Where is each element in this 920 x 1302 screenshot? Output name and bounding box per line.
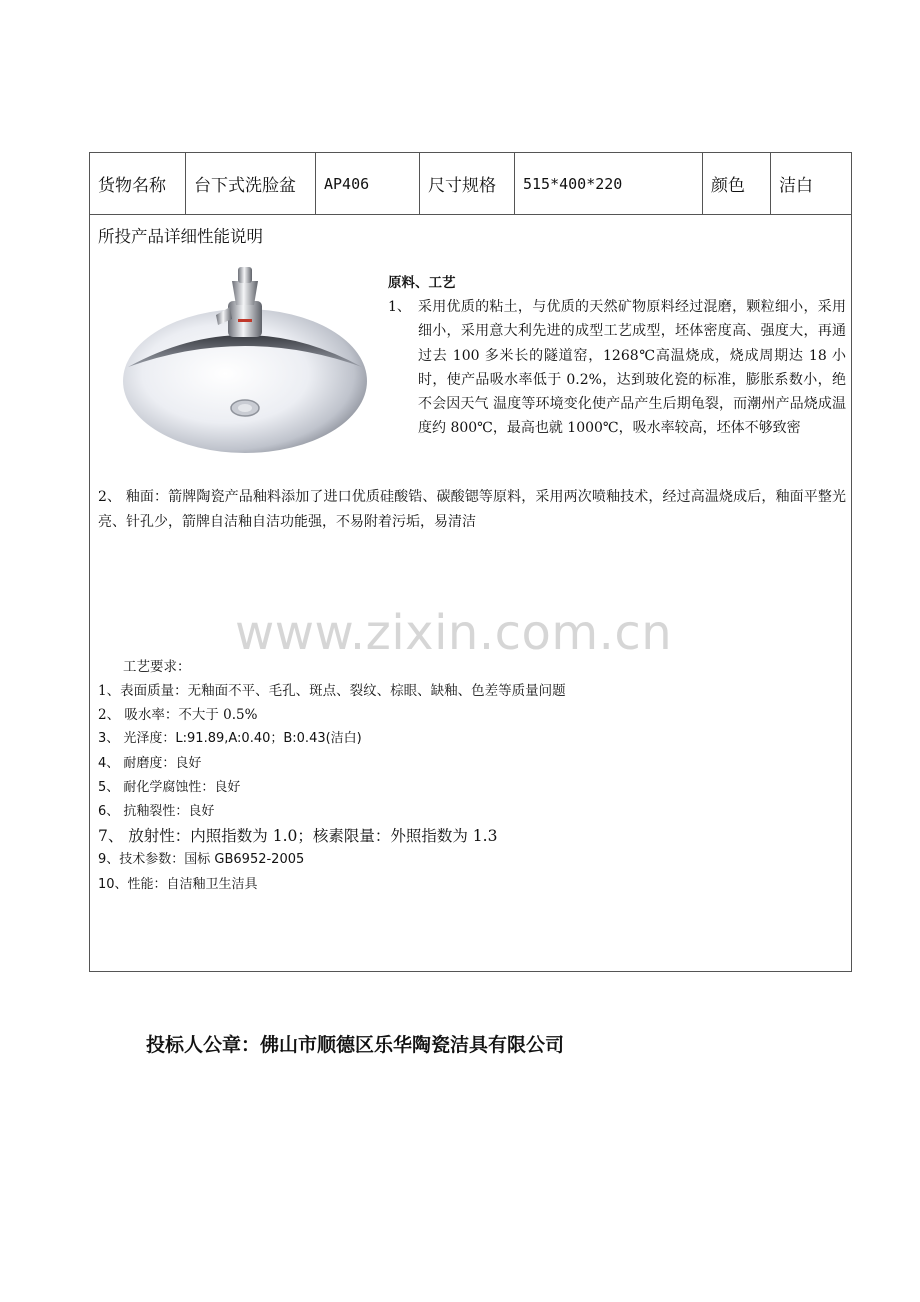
goods-name-value: 台下式洗脸盆	[186, 153, 316, 214]
requirements-title: 工艺要求：	[123, 659, 191, 675]
process-heading: 原料、工艺	[388, 275, 456, 291]
model-number: AP406	[316, 153, 420, 214]
process-item-1	[388, 295, 846, 441]
spec-header-row	[90, 153, 851, 215]
requirement-item: 5、 耐化学腐蚀性：良好	[98, 779, 241, 795]
requirement-item: 4、 耐磨度：良好	[98, 755, 202, 771]
section-title: 所投产品详细性能说明	[98, 227, 263, 246]
raw-material-process	[388, 271, 846, 441]
requirement-item: 6、 抗釉裂性：良好	[98, 803, 215, 819]
glaze-description: 2、 釉面：箭牌陶瓷产品釉料添加了进口优质硅酸锆、碳酸锶等原料，采用两次喷釉技术，经过高温烧成后，釉面平整光亮、针孔少，箭牌自洁釉自洁功能强，不易附着污垢，易清洁	[98, 489, 846, 530]
product-spec-table	[89, 152, 852, 972]
color-label: 颜色	[703, 153, 771, 214]
color-value: 洁白	[779, 176, 813, 196]
requirement-item: 7、 放射性：内照指数为 1.0；核素限量：外照指数为 1.3	[98, 827, 498, 846]
goods-name-label: 货物名称	[90, 153, 186, 214]
requirement-item: 1、表面质量：无釉面不平、毛孔、斑点、裂纹、棕眼、缺釉、色差等质量问题	[98, 683, 566, 699]
washbasin-photo	[120, 263, 370, 473]
requirements-list	[98, 679, 846, 897]
requirement-item: 2、 吸水率：不大于 0.5%	[98, 707, 258, 724]
requirement-item: 3、 光泽度：L:91.89,A:0.40；B:0.43(洁白)	[98, 731, 362, 747]
bidder-seal-line: 投标人公章：佛山市顺德区乐华陶瓷洁具有限公司	[146, 1034, 565, 1056]
watermark: www.zixin.com.cn	[235, 605, 673, 661]
size-value: 515*400*220	[515, 153, 703, 214]
item1-text: 采用优质的粘土，与优质的天然矿物原料经过混磨，颗粒细小，采用细小，采用意大利先进的成型工艺成型，坯体密度高、强度大，再通过去 100 多米长的隧道窑，1268℃高温烧成，烧成周期达 18 小时，使产品吸水率低于 0.2%，达到玻化瓷的标准，膨胀系数小，绝不会因天气 温度等环境变化使产品产生后期龟裂，而潮州产品烧成温度约 800℃，最高也就 1000℃，吸水率较高，坯体不够致密	[418, 299, 846, 437]
requirement-item: 10、性能：自洁釉卫生洁具	[98, 876, 258, 892]
size-label: 尺寸规格	[420, 153, 515, 214]
requirement-item: 9、技术参数：国标 GB6952-2005	[98, 852, 305, 868]
item1-number: 1、	[388, 299, 411, 315]
